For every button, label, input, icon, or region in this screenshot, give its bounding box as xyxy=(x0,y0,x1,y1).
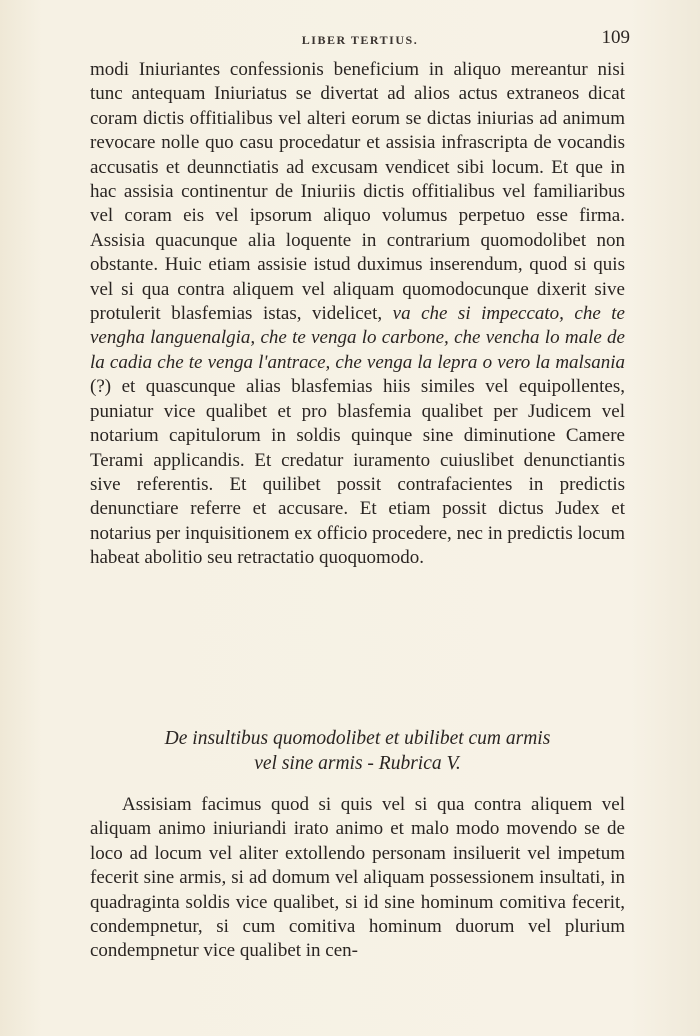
paragraph-1-text-start: modi Iniuriantes confessionis beneficium in aliquo mereantur nisi tunc antequam Iniuriatus se divertat ad alios actus extraneos dicat coram dictis offitialibus vel alteri eorum se dictas iniurias ad animum revocare nolle quo casu procedatur et assisia infrascripta de vocandis accusatis et deunnctiatis ad excusam vendicet sibi locum. Et que in hac assisia continentur de Iniuriis dictis offitialibus vel familiaribus vel coram eis vel ipsorum aliquo volumus perpetuo esse firma. Assisia quacunque alia loquente in contrarium quomodolibet non obstante. Huic etiam assisie istud duximus inserendum, quod si quis vel si qua contra aliquem vel aliquam quomodocunque dixerit sive protulerit blasfemias istas, videlicet, xyxy=(90,59,625,325)
paragraph-1-text xyxy=(90,58,625,571)
paragraph-1-text-end: (?) et quascunque alias blasfemias hiis similes vel equipollentes, puniatur vice qualibet et pro blasfemia qualibet per Judicem vel notarium capitulorum in soldis quinque sine diminutione Camere Terami applicandis. Et credatur iuramento cuiuslibet denunctiantis sive referentis. Et quilibet possit contrafacientes in predictis denunctiare referre et accusare. Et etiam possit dictus Judex et notarius per inquisitionem ex officio procedere, nec in predictis locum habeat abolitio seu retractatio quoquomodo. xyxy=(90,376,625,569)
paragraph-2-text: Assisiam facimus quod si quis vel si qua contra aliquem vel aliquam animo iniuriandi irato animo et malo modo movendo se de loco ad locum vel aliter extollendo personam insiluerit vel impetum fecerit sine armis, si ad domum vel aliquam possessionem insultati, in quadraginta soldis vice qualibet, si id sine hominum comitiva fecerit, condempnetur, si cum comitiva hominum duorum vel plurium condempnetur vice qualibet in cen- xyxy=(90,794,625,962)
blasphemy-quotation: va che si impeccato, che te vengha languenalgia, che te venga lo carbone, che vencha lo male de la cadia che te venga l'antrace, che venga la lepra o vero la malsania xyxy=(90,303,625,373)
running-title: LIBER TERTIUS. xyxy=(301,33,419,47)
rubric-heading xyxy=(90,726,625,776)
body-paragraph-1 xyxy=(90,58,625,571)
rubric-line-1: De insultibus quomodolibet et ubilibet cum armis xyxy=(164,728,551,749)
running-head xyxy=(90,27,630,55)
rubric-line-2: vel sine armis - Rubrica V. xyxy=(254,753,461,774)
body-paragraph-2 xyxy=(90,793,625,964)
page-number: 109 xyxy=(601,27,630,48)
